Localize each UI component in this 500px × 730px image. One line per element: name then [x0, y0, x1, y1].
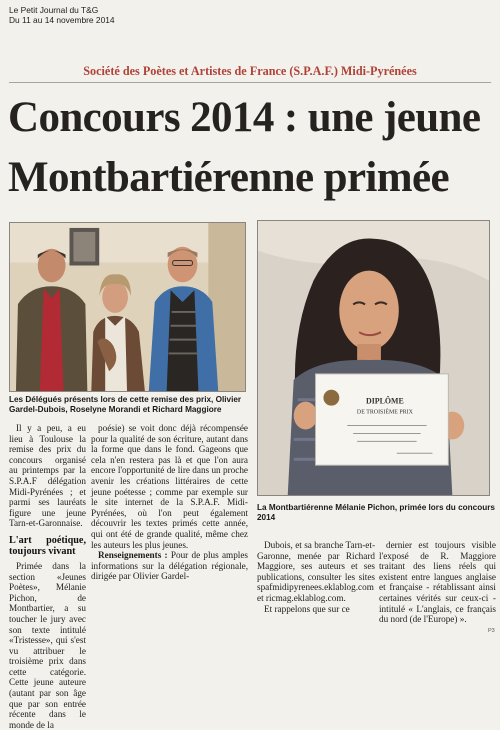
- masthead: [9, 5, 115, 25]
- headline-line-2: Montbartiérenne primée: [8, 154, 449, 201]
- info-lead-in: Renseignements :: [98, 550, 168, 561]
- masthead-date: Du 11 au 14 novembre 2014: [9, 15, 115, 25]
- body-paragraph-poetry: poésie) se voit donc déjà récompensée pour la qualité de son écriture, autant dans la forme que dans le fond. Gageons que cela n'en restera pas là et que l'on aura encore l'opportunité de lire dans un proche avenir les créations littéraires de cette jeune poétesse ; comme par exemple sur le site internet de la S.P.A.F. Midi-Pyrénées, où l'on peut également découvrir les textes primés cette année, qui ont été de grande qualité, même chez les auteurs les plus jeunes.: [91, 423, 248, 550]
- delegates-photo: [9, 222, 246, 392]
- headline-line-1: Concours 2014 : une jeune: [8, 94, 481, 141]
- page-reference: P3: [488, 628, 495, 634]
- body-paragraph-laureate: Primée dans la section «Jeunes Poètes», Mélanie Pichon, de Montbartier, a su toucher le jury avec son texte intitulé «Tristesse», qui s'est vu attribuer le troisième prix dans cette catégorie. Cette jeune auteure (autant par son âge que par son entrée récente dans le monde de la: [9, 560, 86, 730]
- article-kicker: Société des Poètes et Artistes de France (S.P.A.F.) Midi-Pyrénées: [83, 64, 417, 78]
- body-paragraph-expose: dernier est toujours visible l'exposé de R. Maggiore traitant des liens réels qui existent entre langues anglaise et française - rétablissant ainsi certaines vérités sur ceux-ci - intitulé « L'anglais, ce français du nord (de l'Europe) ».: [379, 540, 496, 625]
- info-text: Pour de plus amples informations sur la délégation régionale, dirigée par Olivier Gardel-: [91, 550, 248, 582]
- body-column-2: [91, 423, 248, 653]
- body-column-1: [9, 423, 86, 730]
- laureate-photo-caption: La Montbartiérenne Mélanie Pichon, primée lors du concours 2014: [257, 503, 495, 522]
- diploma-title: DIPLÔME: [365, 396, 404, 406]
- divider-rule: [9, 82, 491, 83]
- body-paragraph-info: [91, 550, 248, 582]
- laureate-photo: [257, 220, 490, 496]
- masthead-title: Le Petit Journal du T&G: [9, 5, 99, 15]
- laureate-photo-image: [258, 221, 489, 495]
- body-paragraph-intro: Il y a peu, a eu lieu à Toulouse la remise des prix du concours organisé au printemps par la S.P.A.F délégation Midi-Pyrénées ; et parmi ses lauréats figure une jeune Tarn-et-Garonnaise.: [9, 423, 86, 529]
- article-headline: [8, 88, 496, 208]
- body-column-4: [379, 540, 496, 653]
- delegates-photo-image: [10, 223, 245, 391]
- body-paragraph-reminder: Et rappelons que sur ce: [264, 603, 350, 614]
- delegates-photo-caption: Les Délégués présents lors de cette remise des prix, Olivier Gardel-Dubois, Roselyne Morandi et Richard Maggiore: [9, 395, 242, 414]
- body-column-3: [257, 540, 375, 653]
- body-subhead: L'art poétique, toujours vivant: [9, 534, 86, 557]
- diploma-subtitle: DE TROISIÈME PRIX: [356, 409, 413, 416]
- body-paragraph-sites: Dubois, et sa branche Tarn-et-Garonne, menée par Richard Maggiore, ses auteurs et ses publications, consulter les sites spafmidipyrenees.eklablog.com et ricmag.eklablog.com.: [257, 540, 375, 603]
